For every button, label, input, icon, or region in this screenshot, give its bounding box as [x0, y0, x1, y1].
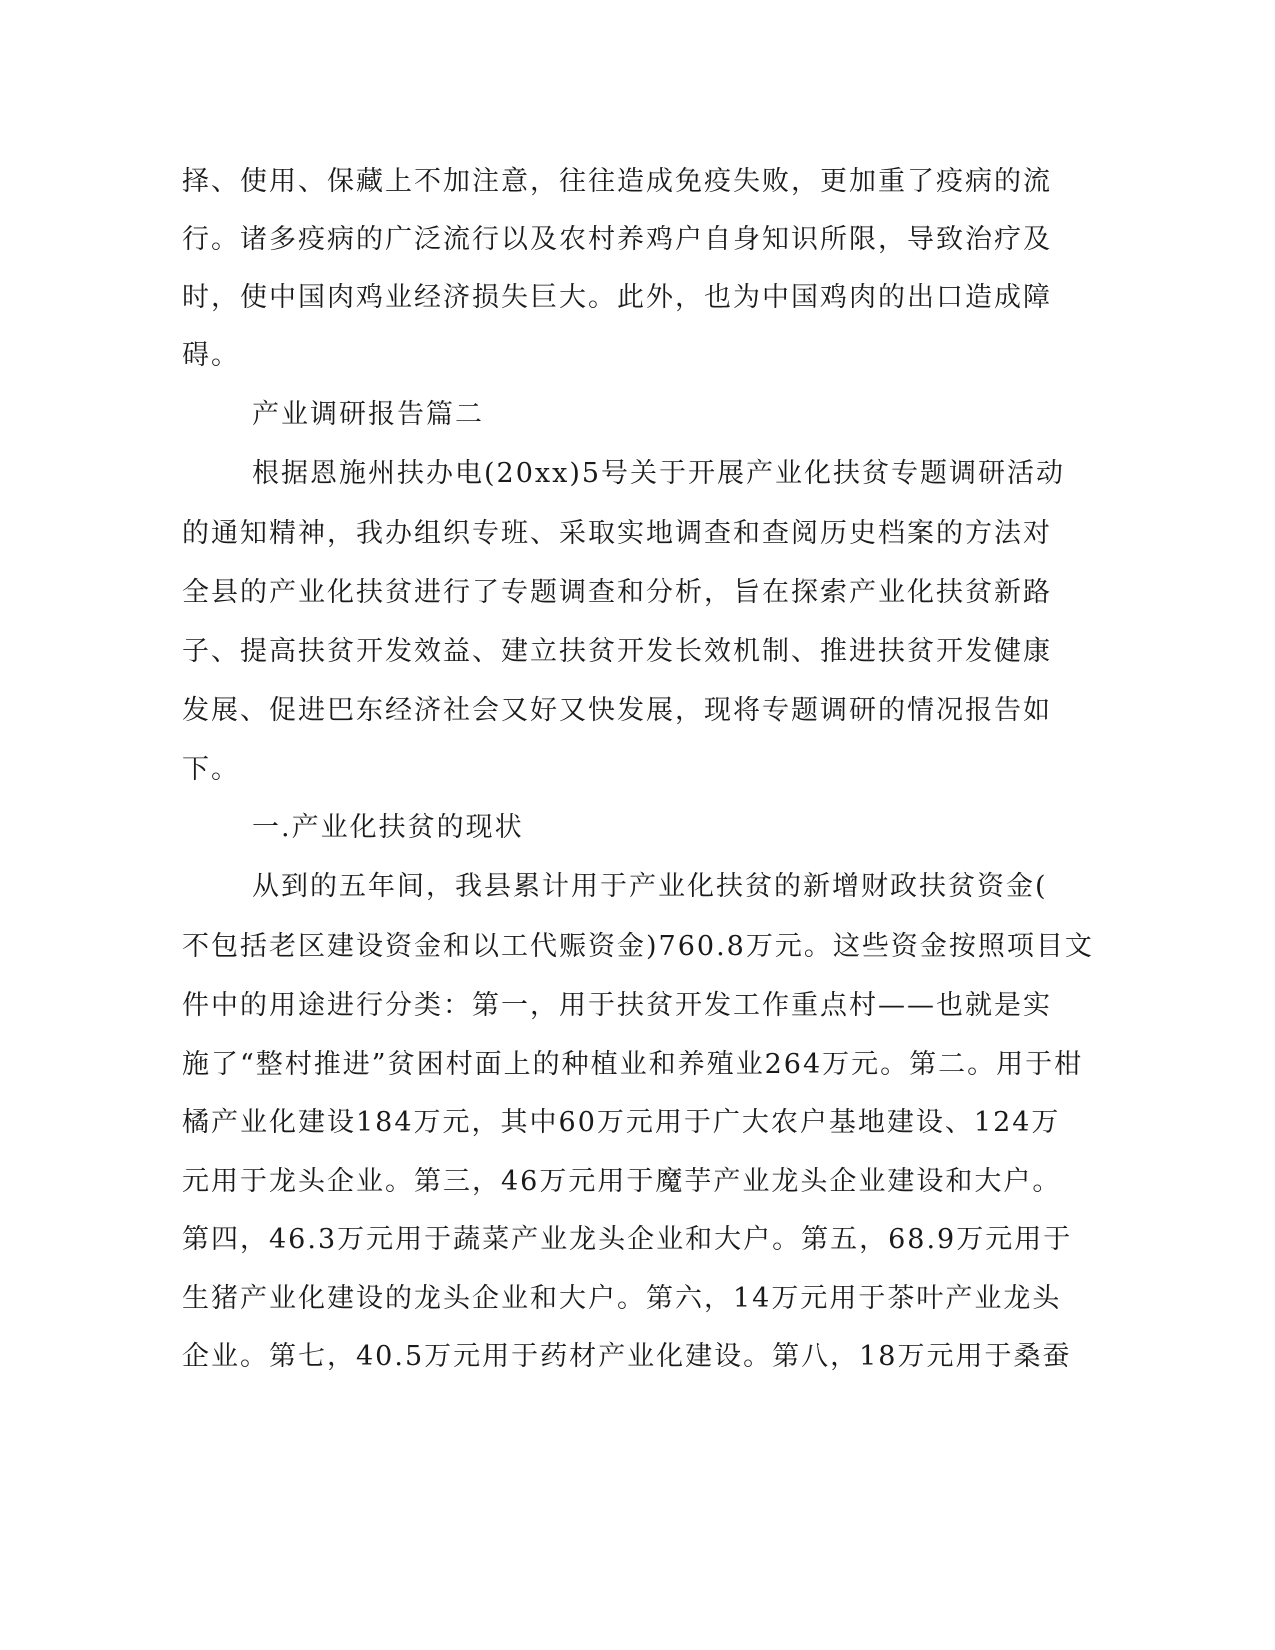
section-title: 产业调研报告篇二: [252, 399, 484, 430]
text-line-16: 施了“整村推进”贫困村面上的种植业和养殖业264万元。第二。用于柑: [182, 1049, 1084, 1080]
subsection-heading: 一.产业化扶贫的现状: [252, 812, 524, 843]
text-line-13: 从到的五年间，我县累计用于产业化扶贫的新增财政扶贫资金(: [252, 871, 1048, 902]
text-line-6: 根据恩施州扶办电(20xx)5号关于开展产业化扶贫专题调研活动: [252, 458, 1066, 489]
text-line-9: 子、提高扶贫开发效益、建立扶贫开发长效机制、推进扶贫开发健康: [182, 636, 1052, 667]
text-line-21: 企业。第七，40.5万元用于药材产业化建设。第八，18万元用于桑蚕: [182, 1341, 1072, 1372]
text-line-15: 件中的用途进行分类：第一，用于扶贫开发工作重点村——也就是实: [182, 990, 1052, 1021]
text-line-3: 时，使中国肉鸡业经济损失巨大。此外，也为中国鸡肉的出口造成障: [182, 282, 1052, 313]
text-line-20: 生猪产业化建设的龙头企业和大户。第六，14万元用于茶叶产业龙头: [182, 1283, 1062, 1314]
text-line-11: 下。: [182, 754, 240, 785]
text-line-19: 第四，46.3万元用于蔬菜产业龙头企业和大户。第五，68.9万元用于: [182, 1224, 1073, 1255]
text-line-2: 行。诸多疫病的广泛流行以及农村养鸡户自身知识所限，导致治疗及: [182, 224, 1052, 255]
text-line-8: 全县的产业化扶贫进行了专题调查和分析，旨在探索产业化扶贫新路: [182, 577, 1052, 608]
text-line-4: 碍。: [182, 340, 240, 371]
text-line-7: 的通知精神，我办组织专班、采取实地调查和查阅历史档案的方法对: [182, 518, 1052, 549]
text-line-1: 择、使用、保藏上不加注意，往往造成免疫失败，更加重了疫病的流: [182, 166, 1052, 197]
text-line-18: 元用于龙头企业。第三，46万元用于魔芋产业龙头企业建设和大户。: [182, 1166, 1062, 1197]
text-line-10: 发展、促进巴东经济社会又好又快发展，现将专题调研的情况报告如: [182, 695, 1052, 726]
text-line-14: 不包括老区建设资金和以工代赈资金)760.8万元。这些资金按照项目文: [182, 931, 1094, 962]
text-line-17: 橘产业化建设184万元，其中60万元用于广大农户基地建设、124万: [182, 1107, 1061, 1138]
